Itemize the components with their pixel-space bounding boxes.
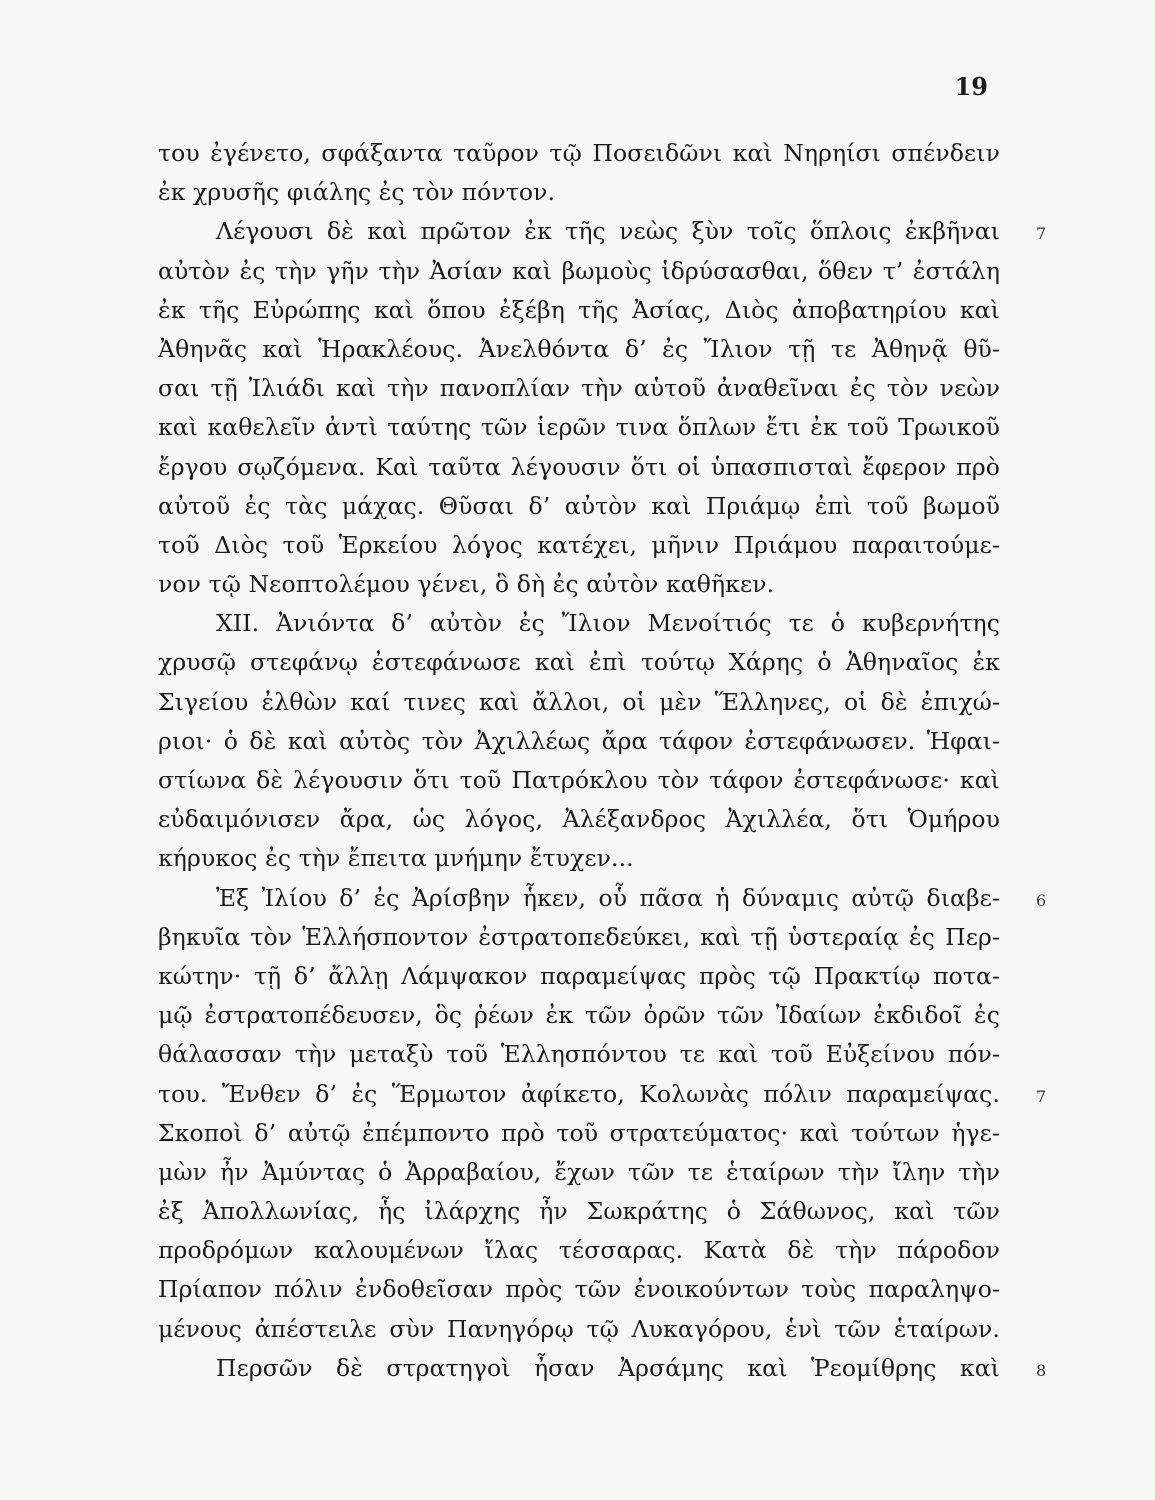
text-line: ριοι· ὁ δὲ καὶ αὐτὸς τὸν Ἀχιλλέως ἄρα τάφον ἐστεφάνωσεν. Ἡφαι- <box>158 726 1000 755</box>
text-line: θάλασσαν τὴν μεταξὺ τοῦ Ἑλλησπόντου τε καὶ τοῦ Εὐξείνου πόν- <box>158 1040 1000 1069</box>
margin-section-number: 7 <box>1036 224 1047 244</box>
text-line: Ἀθηνᾶς καὶ Ἡρακλέους. Ἀνελθόντα δ’ ἐς Ἴλιον τῇ τε Ἀθηνᾷ θῦ- <box>158 334 1000 363</box>
greek-text-body <box>158 134 1000 1388</box>
text-line: του ἐγένετο, σφάξαντα ταῦρον τῷ Ποσειδῶνι καὶ Νηρηίσι σπένδειν <box>158 139 1000 167</box>
text-line: μῷ ἐστρατοπέδευσεν, ὃς ῥέων ἐκ τῶν ὀρῶν τῶν Ἰδαίων ἐκδιδοῖ ἐς <box>158 1001 1000 1030</box>
text-line: κήρυκος ἐς τὴν ἔπειτα μνήμην ἔτυχεν... <box>158 844 634 873</box>
text-line: Πρίαπον πόλιν ἐνδοθεῖσαν πρὸς τῶν ἐνοικούντων τοὺς παραληψο- <box>158 1275 1000 1304</box>
text-line: αὐτοῦ ἐς τὰς μάχας. Θῦσαι δ’ αὐτὸν καὶ Πριάμῳ ἐπὶ τοῦ βωμοῦ <box>158 491 1000 520</box>
margin-section-number: 7 <box>1036 1086 1047 1106</box>
text-line: χρυσῷ στεφάνῳ ἐστεφάνωσε καὶ ἐπὶ τούτῳ Χάρης ὁ Ἀθηναῖος ἐκ <box>158 648 1000 677</box>
text-line: XII. Ἀνιόντα δ’ αὐτὸν ἐς Ἴλιον Μενοίτιός τε ὁ κυβερνήτης <box>216 609 1000 638</box>
page-number: 19 <box>954 72 988 101</box>
text-line: μένους ἀπέστειλε σὺν Πανηγόρῳ τῷ Λυκαγόρου, ἑνὶ τῶν ἑταίρων. <box>158 1314 1000 1343</box>
text-line: ἔργου σῳζόμενα. Καὶ ταῦτα λέγουσιν ὅτι οἱ ὑπασπισταὶ ἔφερον πρὸ <box>158 452 1000 481</box>
text-line: μὼν ἦν Ἀμύντας ὁ Ἀρραβαίου, ἔχων τῶν τε ἑταίρων τὴν ἴλην τὴν <box>158 1157 1000 1186</box>
margin-section-number: 8 <box>1036 1361 1047 1381</box>
text-line: ἐξ Ἀπολλωνίας, ἧς ἰλάρχης ἦν Σωκράτης ὁ Σάθωνος, καὶ τῶν <box>158 1197 1000 1226</box>
text-line: του. Ἔνθεν δ’ ἐς Ἕρμωτον ἀφίκετο, Κολωνὰς πόλιν παραμείψας. <box>158 1079 1000 1108</box>
text-line: Σκοποὶ δ’ αὐτῷ ἐπέμποντο πρὸ τοῦ στρατεύματος· καὶ τούτων ἡγε- <box>158 1118 1000 1147</box>
text-line: βηκυῖα τὸν Ἑλλήσποντον ἐστρατοπεδεύκει, καὶ τῇ ὑστεραίᾳ ἐς Περ- <box>158 922 1000 951</box>
text-line: ἐκ τῆς Εὐρώπης καὶ ὅπου ἐξέβη τῆς Ἀσίας, Διὸς ἀποβατηρίου καὶ <box>158 295 1000 324</box>
text-line: καὶ καθελεῖν ἀντὶ ταύτης τῶν ἱερῶν τινα ὅπλων ἔτι ἐκ τοῦ Τρωικοῦ <box>158 413 1000 442</box>
text-line: νον τῷ Νεοπτολέμου γένει, ὃ δὴ ἐς αὐτὸν καθῆκεν. <box>158 570 775 599</box>
text-line: Σιγείου ἐλθὼν καί τινες καὶ ἄλλοι, οἱ μὲν Ἕλληνες, οἱ δὲ ἐπιχώ- <box>158 687 1000 716</box>
text-line: Ἐξ Ἰλίου δ’ ἐς Ἀρίσβην ἧκεν, οὗ πᾶσα ἡ δύναμις αὐτῷ διαβε- <box>216 883 1000 912</box>
text-line: στίωνα δὲ λέγουσιν ὅτι τοῦ Πατρόκλου τὸν τάφον ἐστεφάνωσε· καὶ <box>158 766 1000 794</box>
text-line: κώτην· τῇ δ’ ἄλλῃ Λάμψακον παραμείψας πρὸς τῷ Πρακτίῳ ποτα- <box>158 961 1000 990</box>
text-line: Περσῶν δὲ στρατηγοὶ ἦσαν Ἀρσάμης καὶ Ῥεομίθρης καὶ <box>216 1353 1000 1382</box>
text-line: εὐδαιμόνισεν ἄρα, ὡς λόγος, Ἀλέξανδρος Ἀχιλλέα, ὅτι Ὁμήρου <box>158 805 1000 834</box>
margin-section-number: 6 <box>1036 890 1047 910</box>
text-line: αὐτὸν ἐς τὴν γῆν τὴν Ἀσίαν καὶ βωμοὺς ἱδρύσασθαι, ὅθεν τ’ ἐστάλη <box>158 256 1000 285</box>
text-line: προδρόμων καλουμένων ἴλας τέσσαρας. Κατὰ δὲ τὴν πάροδον <box>158 1236 1000 1265</box>
text-line: σαι τῇ Ἰλιάδι καὶ τὴν πανοπλίαν τὴν αὑτοῦ ἀναθεῖναι ἐς τὸν νεὼν <box>158 374 1000 403</box>
text-line: Λέγουσι δὲ καὶ πρῶτον ἐκ τῆς νεὼς ξὺν τοῖς ὅπλοις ἐκβῆναι <box>216 217 1000 246</box>
text-line: ἐκ χρυσῆς φιάλης ἐς τὸν πόντον. <box>158 178 556 207</box>
text-line: τοῦ Διὸς τοῦ Ἑρκείου λόγος κατέχει, μῆνιν Πριάμου παραιτούμε- <box>158 530 1000 559</box>
